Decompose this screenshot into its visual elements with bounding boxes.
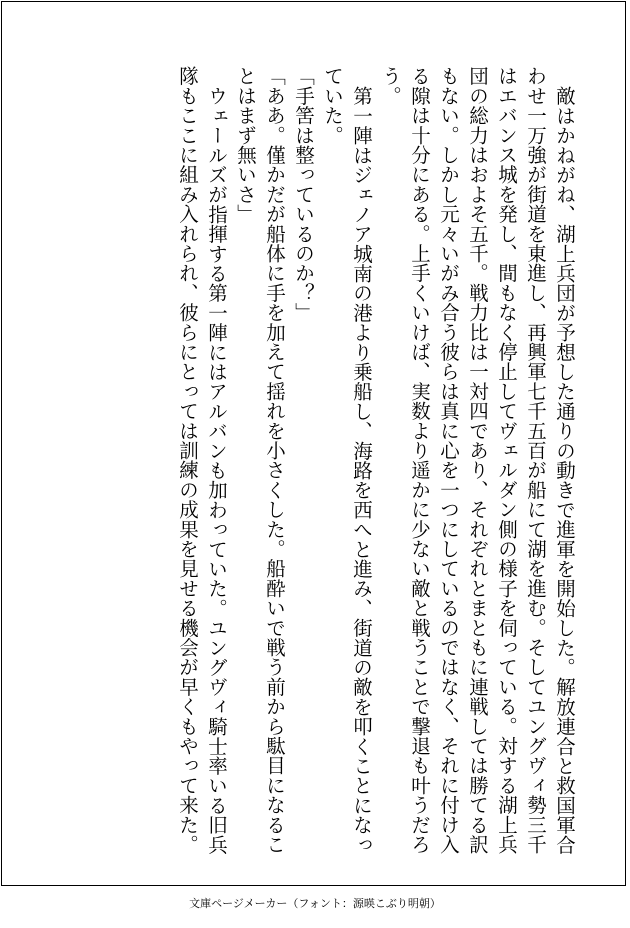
paragraph-4-dialogue: 「ああ。僅かだが船体に手を加えて揺れを小さくした。船酔いで戦う前から駄目になることはまず無いさ」 bbox=[234, 66, 286, 854]
page-frame bbox=[1, 1, 626, 886]
paragraph-3-dialogue: 「手筈は整っているのか？」 bbox=[292, 66, 315, 323]
paragraph-2: 第一陣はジェノア城南の港より乗船し、海路を西へと進み、街道の敵を叩くことになっていた。 bbox=[321, 66, 373, 854]
vertical-text-body bbox=[173, 66, 579, 866]
footer-credit: 文庫ページメーカー（フォント：源暎こぶり明朝） bbox=[189, 897, 441, 910]
paragraph-1: 敵はかねがね、湖上兵団が予想した通りの動きで進軍を開始した。解放連合と救国軍合わせ一万強が街道を東進し、再興軍七千五百が船にて湖を進む。そしてユングヴィ勢三千はエバンス城を発し、間もなく停止してヴェルダン側の様子を伺っている。対する湖上兵団の総力はおよそ五千。戦力比は一対四であり、それぞれとまともに連戦しては勝てる訳もない。しかし元々いがみ合う彼らは真に心を一つにしているのではなく、それに付け入る隙は十分にある。上手くいけば、実数より遥かに少ない敵と戦うことで撃退も叶うだろう。 bbox=[379, 66, 576, 854]
paragraph-5: ウェールズが指揮する第一陣にはアルバンも加わっていた。ユングヴィ騎士率いる旧兵隊もここに組み入れられ、彼らにとっては訓練の成果を見せる機会が早くもやって来た。 bbox=[176, 66, 228, 854]
